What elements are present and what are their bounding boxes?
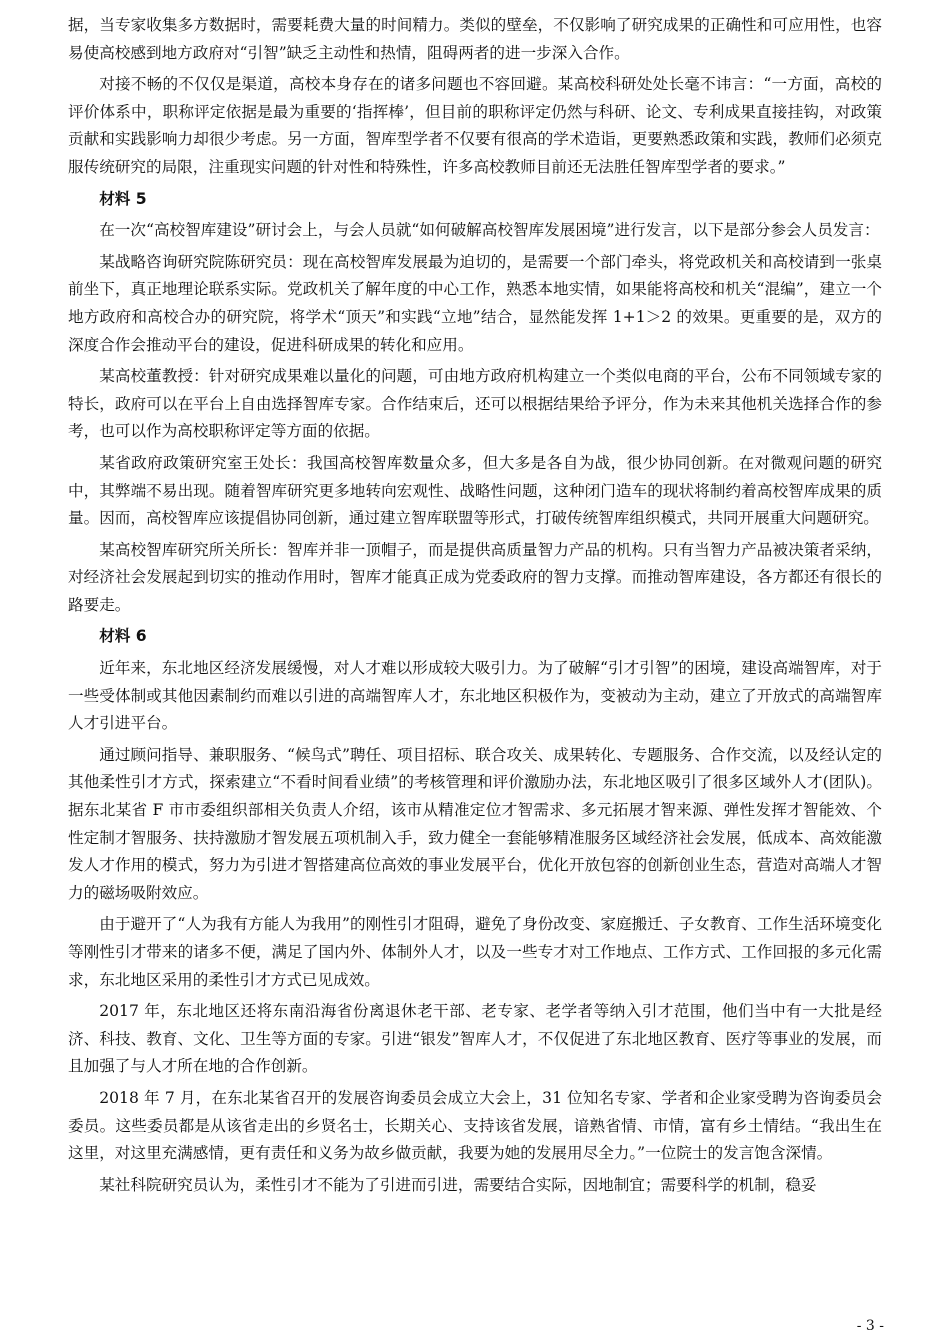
page-number: - 3 - [856,1318,884,1334]
body-paragraph: 由于避开了“人为我有方能人为我用”的刚性引才阻碍，避免了身份改变、家庭搬迁、子女教育、工作生活环境变化等刚性引才带来的诸多不便，满足了国内外、体制外人才，以及一些专才对工作地点、工作方式、工作回报的多元化需求，东北地区采用的柔性引才方式已见成效。 [68,915,882,989]
section-heading: 材料 5 [99,189,147,208]
body-paragraph: 某高校智库研究所关所长：智库并非一顶帽子，而是提供高质量智力产品的机构。只有当智力产品被决策者采纳，对经济社会发展起到切实的推动作用时，智库才能真正成为党委政府的智力支撑。而推动智库建设，各方都还有很长的路要走。 [68,540,882,614]
body-paragraph: 某战略咨询研究院陈研究员：现在高校智库发展最为迫切的，是需要一个部门牵头，将党政机关和高校请到一张桌前坐下，真正地理论联系实际。党政机关了解年度的中心工作，熟悉本地实情，如果能将高校和机关“混编”，建立一个地方政府和高校合办的研究院，将学术“顶天”和实践“立地”结合，显然能发挥 1+1＞2 的效果。更重要的是，双方的深度合作会推动平台的建设，促进科研成果的转化和应用。 [68,252,882,354]
body-paragraph: 在一次“高校智库建设”研讨会上，与会人员就“如何破解高校智库发展困境”进行发言，以下是部分参会人员发言： [99,221,880,240]
body-paragraph: 通过顾问指导、兼职服务、“候鸟式”聘任、项目招标、联合攻关、成果转化、专题服务、合作交流，以及经认定的其他柔性引才方式，探索建立“不看时间看业绩”的考核管理和评价激励办法，东北地区吸引了很多区域外人才(团队)。据东北某省 F 市市委组织部相关负责人介绍，该市从精准定位才智需求、多元拓展才智来源、弹性发挥才智能效、个性定制才智服务、扶持激励才智发展五项机制入手，致力健全一套能够精准服务区域经济社会发展，低成本、高效能激发人才作用的模式，努力为引进才智搭建高位高效的事业发展平台，优化开放包容的创新创业生态，营造对高端人才智力的磁场吸附效应。 [68,745,882,902]
body-paragraph: 某高校董教授：针对研究成果难以量化的问题，可由地方政府机构建立一个类似电商的平台，公布不同领域专家的特长，政府可以在平台上自由选择智库专家。合作结束后，还可以根据结果给予评分，作为未来其他机关选择合作的参考，也可以作为高校职称评定等方面的依据。 [68,367,882,441]
body-paragraph: 据，当专家收集多方数据时，需要耗费大量的时间精力。类似的壁垒，不仅影响了研究成果的正确性和可应用性，也容易使高校感到地方政府对“引智”缺乏主动性和热情，阻碍两者的进一步深入合作。 [68,16,882,62]
body-paragraph: 对接不畅的不仅仅是渠道，高校本身存在的诸多问题也不容回避。某高校科研处处长毫不讳言：“一方面，高校的评价体系中，职称评定依据是最为重要的‘指挥棒’，但目前的职称评定仍然与科研、论文、专利成果直接挂钩，对政策贡献和实践影响力却很少考虑。另一方面，智库型学者不仅要有很高的学术造诣，更要熟悉政策和实践，教师们必须克服传统研究的局限，注重现实问题的针对性和特殊性，许多高校教师目前还无法胜任智库型学者的要求。” [68,75,882,176]
document-body [68,12,882,1203]
section-heading: 材料 6 [99,627,147,646]
body-paragraph: 某社科院研究员认为，柔性引才不能为了引进而引进，需要结合实际，因地制宜；需要科学的机制，稳妥 [99,1175,817,1194]
body-paragraph: 近年来，东北地区经济发展缓慢，对人才难以形成较大吸引力。为了破解“引才引智”的困境，建设高端智库，对于一些受体制或其他因素制约而难以引进的高端智库人才，东北地区积极作为，变被动为主动，建立了开放式的高端智库人才引进平台。 [68,659,882,733]
body-paragraph: 2018 年 7 月，在东北某省召开的发展咨询委员会成立大会上，31 位知名专家、学者和企业家受聘为咨询委员会委员。这些委员都是从该省走出的乡贤名士，长期关心、支持该省发展，谙熟省情、市情，富有乡土情结。“我出生在这里，对这里充满感情，更有责任和义务为故乡做贡献，我要为她的发展用尽全力。”一位院士的发言饱含深情。 [68,1088,882,1163]
body-paragraph: 某省政府政策研究室王处长：我国高校智库数量众多，但大多是各自为战，很少协同创新。在对微观问题的研究中，其弊端不易出现。随着智库研究更多地转向宏观性、战略性问题，这种闭门造车的现状将制约着高校智库成果的质量。因而，高校智库应该提倡协同创新，通过建立智库联盟等形式，打破传统智库组织模式，共同开展重大问题研究。 [68,453,882,528]
body-paragraph: 2017 年，东北地区还将东南沿海省份离退休老干部、老专家、老学者等纳入引才范围，他们当中有一大批是经济、科技、教育、文化、卫生等方面的专家。引进“银发”智库人才，不仅促进了东北地区教育、医疗等事业的发展，而且加强了与人才所在地的合作创新。 [68,1002,882,1076]
